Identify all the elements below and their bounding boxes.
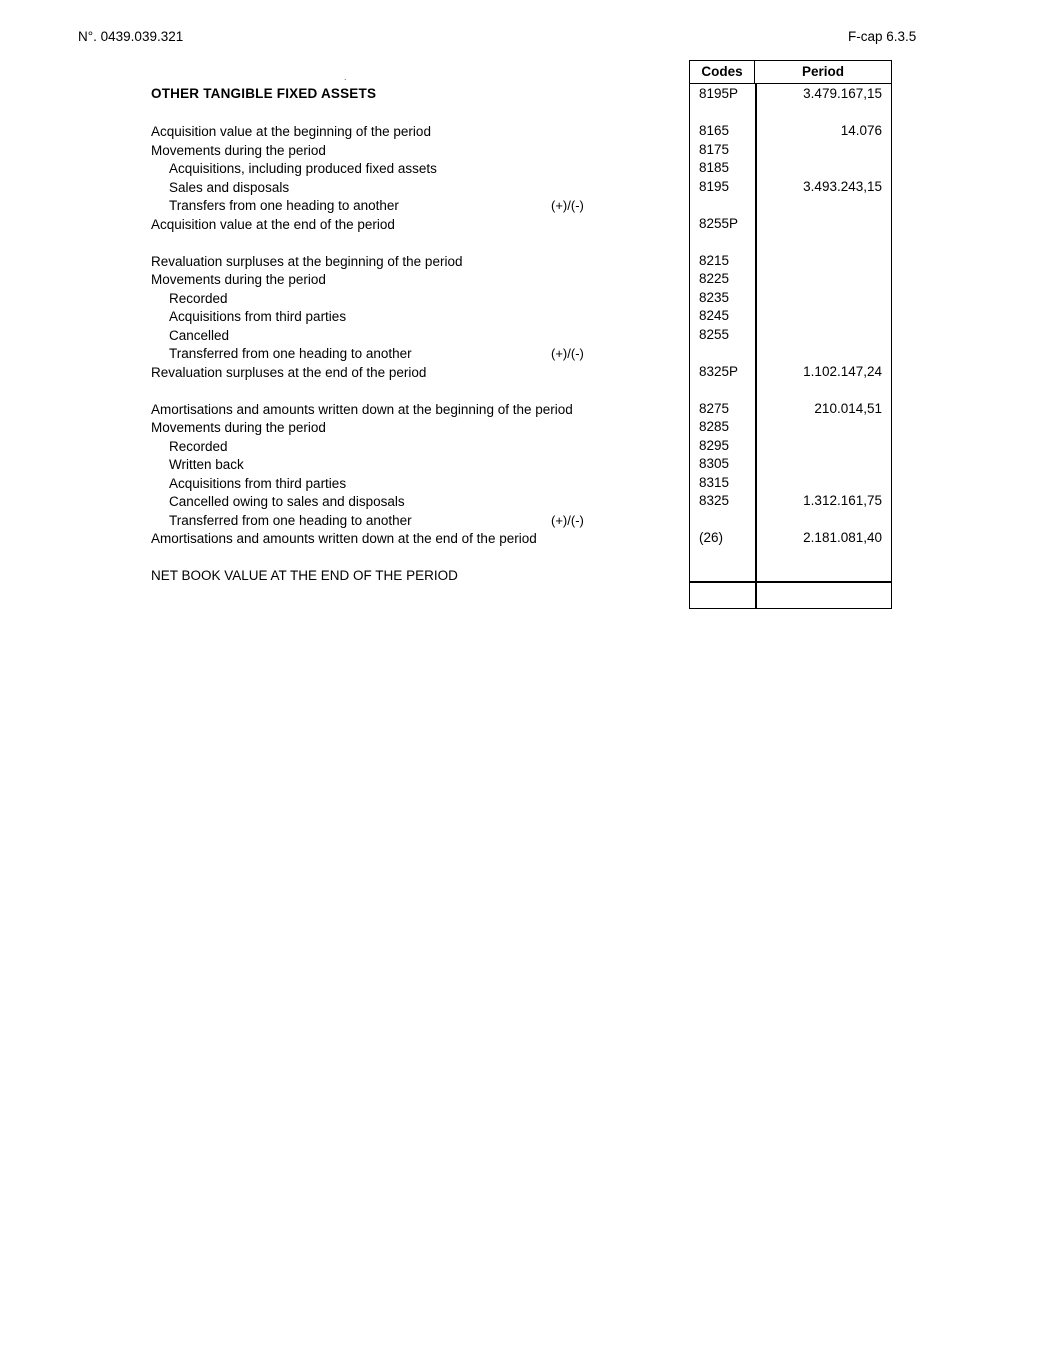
table-code-cell: 8305: [699, 456, 730, 471]
spacer-row: [151, 549, 671, 568]
table-amount-cell: 1.312.161,75: [803, 493, 882, 508]
table-column-divider: [755, 84, 757, 608]
line-item-label: Recorded: [169, 290, 228, 306]
line-item-row: [151, 123, 671, 142]
table-code-cell: 8275: [699, 400, 730, 416]
line-item-label: Recorded: [169, 438, 228, 454]
line-item-label: Sales and disposals: [169, 179, 290, 195]
sign-indicator: (+)/(-): [551, 512, 584, 528]
line-item-label: Movements during the period: [151, 272, 326, 287]
page-title: OTHER TANGIBLE FIXED ASSETS: [151, 86, 377, 101]
header-company-number: N°. 0439.039.321: [78, 29, 184, 44]
line-item-label: Cancelled owing to sales and disposals: [169, 494, 405, 509]
table-code-cell: 8255: [699, 326, 730, 342]
line-item-label: Acquisitions from third parties: [169, 309, 347, 324]
table-code-cell: 8245: [699, 308, 730, 323]
table-amount-cell: 3.493.243,15: [803, 178, 882, 194]
column-header-period: Period: [801, 64, 844, 79]
line-item-label: Written back: [169, 457, 244, 472]
line-item-row: [151, 290, 671, 309]
line-item-label: Acquisitions, including produced fixed assets: [169, 161, 437, 176]
line-item-label: Transfers from one heading to another: [169, 198, 399, 213]
table-code-cell: 8235: [699, 289, 730, 305]
table-code-cell: 8165: [699, 123, 730, 138]
line-item-row: [151, 512, 671, 531]
table-code-cell: 8195P: [699, 86, 739, 101]
line-item-row: [151, 475, 671, 494]
stray-mark: .: [344, 72, 347, 82]
table-code-cell: 8255P: [699, 215, 739, 231]
line-item-row: [151, 401, 671, 420]
table-code-cell: 8325P: [699, 363, 739, 379]
table-code-cell: 8315: [699, 474, 730, 490]
line-item-row: [151, 345, 671, 364]
table-amount-cell: 3.479.167,15: [803, 86, 882, 101]
table-bottom-divider: [690, 581, 891, 583]
table-body: [690, 84, 891, 608]
table-code-cell: 8285: [699, 419, 730, 434]
line-item-row: [151, 216, 671, 235]
line-item-row: [151, 438, 671, 457]
line-item-label: Movements during the period: [151, 142, 326, 158]
table-code-cell: 8195: [699, 178, 730, 194]
table-code-cell: 8215: [699, 252, 730, 268]
line-item-label: NET BOOK VALUE AT THE END OF THE PERIOD: [151, 568, 458, 583]
table-amount-cell: 14.076: [840, 123, 882, 138]
line-item-row: [151, 567, 671, 586]
table-code-cell: 8325: [699, 493, 730, 508]
line-item-row: [151, 197, 671, 216]
line-item-label: Revaluation surpluses at the end of the period: [151, 364, 427, 380]
column-header-codes: Codes: [690, 61, 755, 83]
line-item-labels: [151, 123, 671, 586]
line-item-label: Movements during the period: [151, 420, 326, 435]
line-item-row: [151, 327, 671, 346]
line-item-row: [151, 530, 671, 549]
line-item-row: [151, 142, 671, 161]
line-item-label: Acquisitions from third parties: [169, 475, 347, 491]
sign-indicator: (+)/(-): [551, 198, 584, 213]
line-item-row: [151, 160, 671, 179]
line-item-label: Acquisition value at the beginning of the period: [151, 124, 431, 139]
line-item-label: Amortisations and amounts written down at the end of the period: [151, 531, 537, 546]
spacer-row: [151, 234, 671, 253]
table-code-cell: 8295: [699, 437, 730, 453]
line-item-label: Acquisition value at the end of the period: [151, 216, 395, 232]
table-amount-cell: 2.181.081,40: [803, 530, 882, 545]
table-amount-cell: 210.014,51: [814, 400, 882, 416]
line-item-row: [151, 253, 671, 272]
line-item-row: [151, 271, 671, 290]
line-item-label: Cancelled: [169, 327, 230, 343]
line-item-label: Transferred from one heading to another: [169, 512, 412, 528]
line-item-row: [151, 308, 671, 327]
line-item-label: Amortisations and amounts written down at the beginning of the period: [151, 401, 573, 417]
line-item-row: [151, 456, 671, 475]
sign-indicator: (+)/(-): [551, 346, 584, 361]
table-code-cell: 8225: [699, 271, 730, 286]
line-item-row: [151, 179, 671, 198]
table-header-row: [690, 61, 891, 84]
table-amount-cell: 1.102.147,24: [803, 363, 882, 379]
header-form-code: F-cap 6.3.5: [848, 29, 917, 44]
table-code-cell: 8175: [699, 141, 730, 157]
table-code-cell: 8185: [699, 160, 730, 175]
line-item-row: [151, 493, 671, 512]
codes-period-table: [689, 60, 892, 609]
line-item-label: Transferred from one heading to another: [169, 346, 412, 361]
line-item-row: [151, 364, 671, 383]
table-code-cell: (26): [699, 530, 724, 545]
line-item-label: Revaluation surpluses at the beginning of the period: [151, 253, 463, 269]
line-item-row: [151, 419, 671, 438]
spacer-row: [151, 382, 671, 401]
